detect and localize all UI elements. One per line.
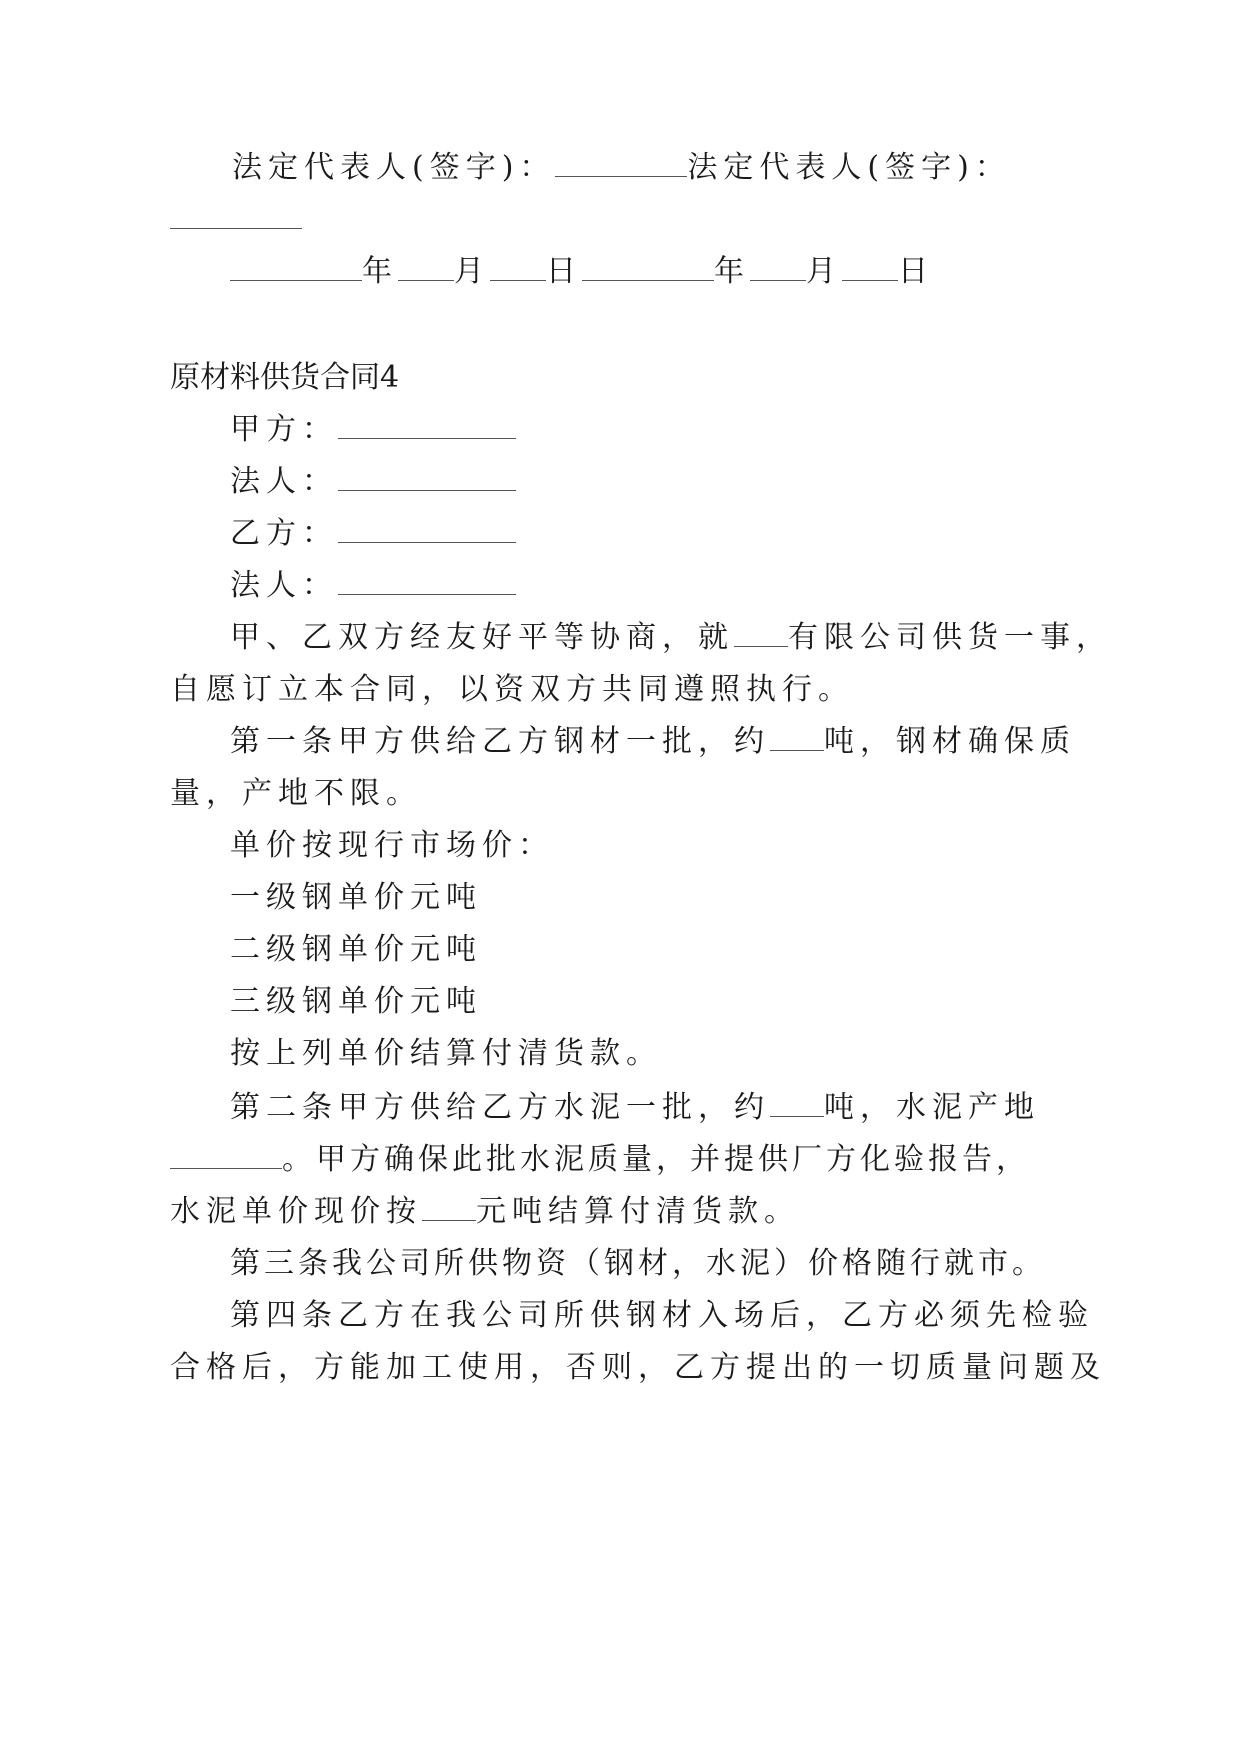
signature-line xyxy=(232,148,1011,188)
intro-line-2: 自愿订立本合同，以资双方共同遵照执行。 xyxy=(170,672,854,707)
price-intro: 单价按现行市场价： xyxy=(230,828,554,863)
intro-line-1 xyxy=(230,618,1112,658)
legal-person-a-line xyxy=(230,462,516,502)
party-a-blank xyxy=(338,410,516,439)
legal-person-b-blank xyxy=(338,566,516,595)
price-grade-1: 一级钢单价元吨 xyxy=(230,880,482,915)
day-blank-a xyxy=(490,252,546,281)
party-b-label: 乙方： xyxy=(230,516,338,551)
month-blank-a xyxy=(398,252,454,281)
article-2-text-4: 水泥单价现价按 xyxy=(170,1194,422,1229)
legal-rep-blank-a xyxy=(555,148,687,177)
article-2-text-1: 第二条甲方供给乙方水泥一批，约 xyxy=(230,1090,770,1125)
article-1-line-2: 量，产地不限。 xyxy=(170,776,422,811)
article-1-text-2: 吨，钢材确保质 xyxy=(824,724,1076,759)
intro-text-1: 甲、乙双方经友好平等协商，就 xyxy=(230,620,734,655)
legal-person-a-label: 法人： xyxy=(230,464,338,499)
legal-rep-blank-b-line xyxy=(170,200,302,240)
legal-person-b-line xyxy=(230,566,516,606)
month-blank-b xyxy=(750,252,806,281)
legal-rep-label-a: 法定代表人(签字)： xyxy=(232,150,556,185)
party-a-line xyxy=(230,410,516,450)
legal-person-b-label: 法人： xyxy=(230,568,338,603)
article-1-line-1 xyxy=(230,722,1076,762)
article-2-text-2: 吨，水泥产地 xyxy=(824,1090,1040,1125)
day-label-a: 日 xyxy=(546,254,582,289)
article-4-line-2: 合格后，方能加工使用，否则，乙方提出的一切质量问题及 xyxy=(170,1350,1106,1385)
article-3: 第三条我公司所供物资（钢材，水泥）价格随行就市。 xyxy=(230,1246,1046,1281)
article-4-line-1: 第四条乙方在我公司所供钢材入场后，乙方必须先检验 xyxy=(230,1298,1094,1333)
party-b-blank xyxy=(338,514,516,543)
company-blank xyxy=(734,618,788,647)
party-a-label: 甲方： xyxy=(230,412,338,447)
year-blank-a xyxy=(230,252,362,281)
article-2-text-5: 元吨结算付清货款。 xyxy=(476,1194,800,1229)
legal-person-a-blank xyxy=(338,462,516,491)
party-b-line xyxy=(230,514,516,554)
day-label-b: 日 xyxy=(898,254,934,289)
article-1-text-1: 第一条甲方供给乙方钢材一批，约 xyxy=(230,724,770,759)
year-blank-b xyxy=(582,252,714,281)
article-2-line-2 xyxy=(170,1140,1030,1180)
price-grade-2: 二级钢单价元吨 xyxy=(230,932,482,967)
article-2-text-3: 。甲方确保此批水泥质量，并提供厂方化验报告， xyxy=(282,1142,1030,1177)
article-2-line-1 xyxy=(230,1088,1040,1128)
cement-price-blank xyxy=(422,1192,476,1221)
cement-origin-blank xyxy=(170,1140,282,1169)
legal-rep-blank-b xyxy=(170,200,302,229)
year-label-b: 年 xyxy=(714,254,750,289)
day-blank-b xyxy=(842,252,898,281)
date-line xyxy=(230,252,934,292)
article-2-line-3 xyxy=(170,1192,800,1232)
price-settle: 按上列单价结算付清货款。 xyxy=(230,1036,662,1071)
price-grade-3: 三级钢单价元吨 xyxy=(230,984,482,1019)
cement-tonnage-blank xyxy=(770,1088,824,1117)
month-label-b: 月 xyxy=(806,254,842,289)
year-label-a: 年 xyxy=(362,254,398,289)
steel-tonnage-blank xyxy=(770,722,824,751)
legal-rep-label-b: 法定代表人(签字)： xyxy=(687,150,1011,185)
contract-title: 原材料供货合同4 xyxy=(170,360,400,395)
intro-text-2: 有限公司供货一事， xyxy=(788,620,1112,655)
month-label-a: 月 xyxy=(454,254,490,289)
